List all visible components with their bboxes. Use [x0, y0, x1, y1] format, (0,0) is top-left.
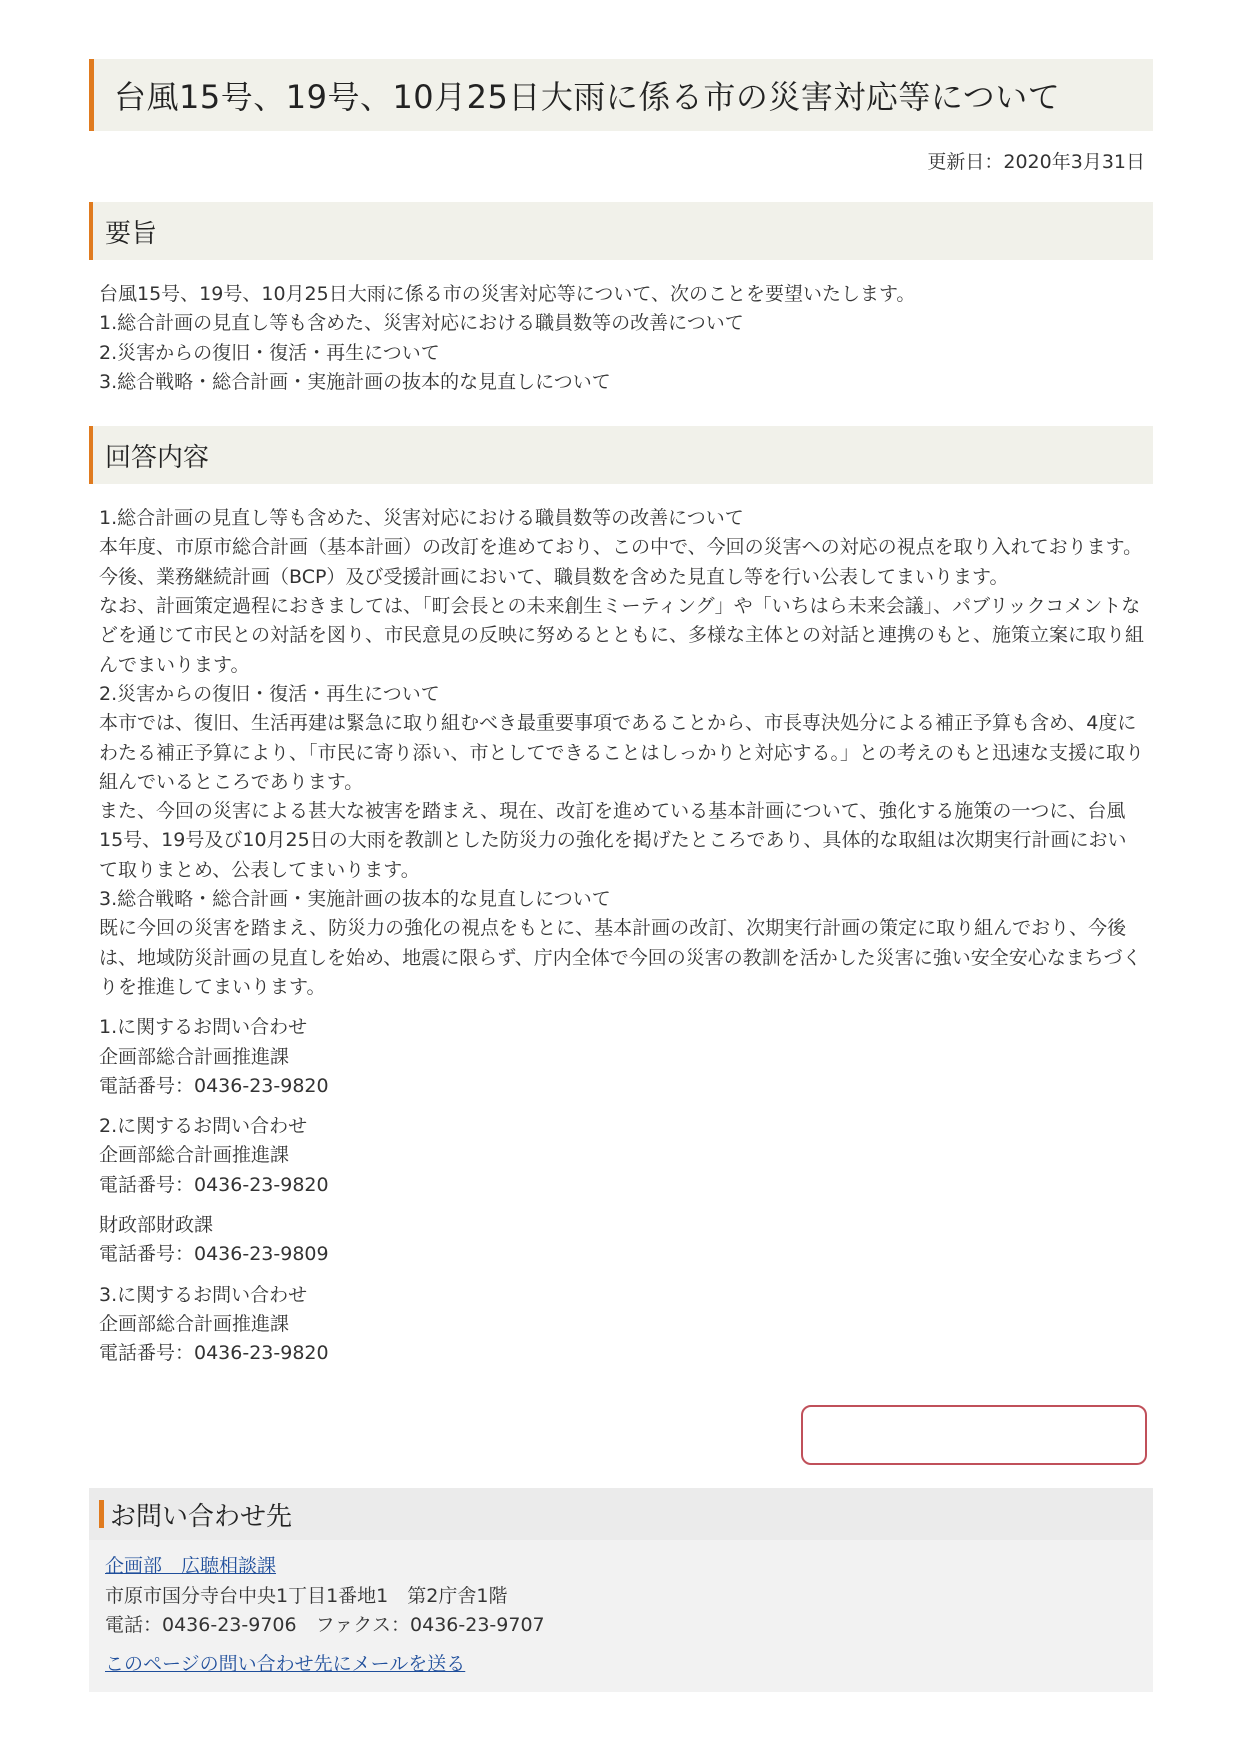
contact-line: 電話番号：0436-23-9820: [99, 1074, 329, 1097]
contact-line: 3.に関するお問い合わせ: [99, 1283, 308, 1306]
contact-line: 企画部総合計画推進課: [99, 1045, 290, 1068]
summary-body: [89, 280, 1153, 397]
answer-paragraph: 1.総合計画の見直し等も含めた、災害対応における職員数等の改善について: [99, 507, 744, 530]
contact-block: [99, 1281, 1145, 1369]
contact-line: 2.に関するお問い合わせ: [99, 1115, 308, 1138]
contact-line: 電話番号：0436-23-9820: [99, 1173, 329, 1196]
answer-heading-bar: [89, 426, 1153, 484]
summary-heading: 要旨: [105, 218, 158, 249]
answer-paragraph: また、今回の災害による甚大な被害を踏まえ、現在、改訂を進めている基本計画について、強化する施策の一つに、台風15号、19号及び10月25日の大雨を教訓とした防災力の強化を掲げたところであり、具体的な取組は次期実行計画において取りまとめ、公表してまいります。: [99, 800, 1127, 881]
answer-heading: 回答内容: [105, 442, 210, 473]
summary-line: 1.総合計画の見直し等も含めた、災害対応における職員数等の改善について: [99, 312, 744, 335]
contact-line: 電話番号：0436-23-9809: [99, 1243, 329, 1266]
address-text: 市原市国分寺台中央1丁目1番地1 第2庁舎1階: [105, 1584, 508, 1607]
department-link[interactable]: 企画部 広聴相談課: [105, 1555, 277, 1577]
inquiry-body: [89, 1540, 1153, 1679]
answer-body: [89, 504, 1153, 1368]
page-title: 台風15号、19号、10月25日大雨に係る市の災害対応等について: [114, 78, 1061, 116]
inquiry-box: [89, 1488, 1153, 1692]
contact-block: [99, 1013, 1145, 1101]
answer-paragraph: 本市では、復旧、生活再建は緊急に取り組むべき最重要事項であることから、市長専決処分による補正予算も含め、4度にわたる補正予算により、「市民に寄り添い、市としてできることはしっかりと対応する。」との考えのもと迅速な支援に取り組んでいるところであります。: [99, 712, 1145, 793]
phone-fax-text: 電話：0436-23-9706 ファクス：0436-23-9707: [105, 1614, 545, 1636]
main-content: [89, 59, 1153, 1369]
answer-paragraph: 既に今回の災害を踏まえ、防災力の強化の視点をもとに、基本計画の改訂、次期実行計画の策定に取り組んでおり、今後は、地域防災計画の見直しを始め、地震に限らず、庁内全体で今回の災害の教訓を活かした災害に強い安全安心なまちづくりを推進してまいります。: [99, 917, 1142, 998]
contact-line: 企画部総合計画推進課: [99, 1144, 290, 1167]
inquiry-heading: お問い合わせ先: [110, 1501, 293, 1532]
answer-paragraph: なお、計画策定過程におきましては、「町会長との未来創生ミーティング」や「いちはら未来会議」、パブリックコメントなどを通じて市民との対話を図り、市民意見の反映に努めるとともに、多様な主体との対話と連携のもと、施策立案に取り組んでまいります。: [99, 595, 1145, 676]
summary-line: 台風15号、19号、10月25日大雨に係る市の災害対応等について、次のことを要望いたします。: [99, 283, 916, 305]
summary-line: 2.災害からの復旧・復活・再生について: [99, 341, 440, 364]
contact-block: [99, 1112, 1145, 1200]
summary-line: 3.総合戦略・総合計画・実施計画の抜本的な見直しについて: [99, 370, 611, 393]
page-title-bar: [89, 59, 1153, 131]
inquiry-heading-bar: [89, 1488, 1153, 1540]
send-mail-link[interactable]: このページの問い合わせ先にメールを送る: [105, 1652, 466, 1675]
answer-paragraph: 3.総合戦略・総合計画・実施計画の抜本的な見直しについて: [99, 888, 611, 911]
highlight-box: [801, 1405, 1147, 1465]
answer-paragraph: 本年度、市原市総合計画（基本計画）の改訂を進めており、この中で、今回の災害への対応の視点を取り入れております。今後、業務継続計画（BCP）及び受援計画において、職員数を含めた見直し等を行い公表してまいります。: [99, 536, 1143, 588]
heading-accent-bar: [99, 1500, 104, 1528]
contact-line: 企画部総合計画推進課: [99, 1312, 290, 1335]
contact-block: [99, 1211, 1145, 1270]
contact-line: 財政部財政課: [99, 1214, 214, 1237]
summary-heading-bar: [89, 202, 1153, 260]
answer-paragraph: 2.災害からの復旧・復活・再生について: [99, 682, 440, 705]
contact-line: 1.に関するお問い合わせ: [99, 1016, 308, 1039]
contact-line: 電話番号：0436-23-9820: [99, 1342, 329, 1365]
updated-date: 更新日：2020年3月31日: [927, 151, 1145, 173]
